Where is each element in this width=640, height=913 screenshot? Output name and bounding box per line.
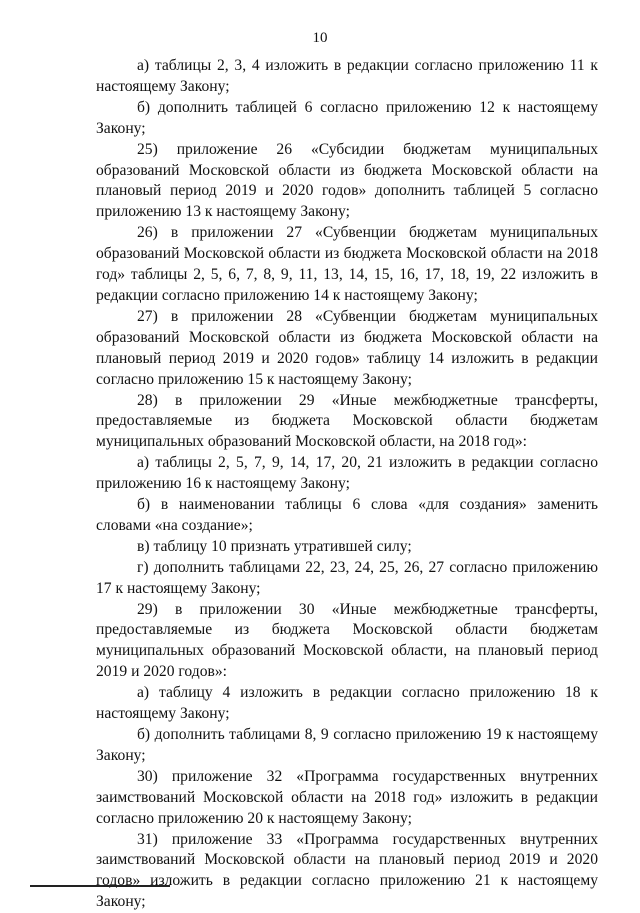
document-body: [96, 56, 598, 913]
paragraph: в) таблицу 10 признать утратившей силу;: [137, 537, 412, 555]
page-number: 10: [312, 30, 328, 46]
paragraph: б) в наименовании таблицы 6 слова «для создания» заменить словами «на создание»;: [96, 496, 598, 534]
paragraph: б) дополнить таблицей 6 согласно приложению 12 к настоящему Закону;: [96, 98, 598, 137]
paragraph: а) таблицу 4 изложить в редакции согласно приложению 18 к настоящему Закону;: [96, 684, 598, 723]
paragraph: 25) приложение 26 «Субсидии бюджетам муниципальных образований Московской области из бюджета Московской области на плановый период 2019 и 2020 годов» дополнить таблицей 5 согласно приложению 13 к настоящему Закону;: [96, 140, 598, 221]
paragraph: 29) в приложении 30 «Иные межбюджетные трансферты, предоставляемые из бюджета Московской области бюджетам муниципальных образований Московской области, на плановый период 2019 и 2020 годов»:: [96, 600, 598, 681]
paragraph: 27) в приложении 28 «Субвенции бюджетам муниципальных образований Московской области из бюджета Московской области на плановый период 2019 и 2020 годов» таблицу 14 изложить в редакции согласно приложению 15 к настоящему Закону;: [96, 307, 598, 388]
paragraph: б) дополнить таблицами 8, 9 согласно приложению 19 к настоящему Закону;: [96, 726, 598, 764]
paragraph: 31) приложение 33 «Программа государственных внутренних заимствований Московской области на плановый период 2019 и 2020 годов» изложить в редакции согласно приложению 21 к настоящему Закону;: [96, 830, 598, 911]
paragraph: 28) в приложении 29 «Иные межбюджетные трансферты, предоставляемые из бюджета Московской области бюджетам муниципальных образований Московской области, на 2018 год»:: [96, 391, 598, 451]
footer-rule: [30, 885, 170, 887]
paragraph: г) дополнить таблицами 22, 23, 24, 25, 26, 27 согласно приложению 17 к настоящему Закону;: [96, 558, 598, 597]
paragraph: а) таблицы 2, 3, 4 изложить в редакции согласно приложению 11 к настоящему Закону;: [96, 57, 598, 95]
paragraph: а) таблицы 2, 5, 7, 9, 14, 17, 20, 21 изложить в редакции согласно приложению 16 к настоящему Закону;: [96, 454, 598, 493]
paragraph: 30) приложение 32 «Программа государственных внутренних заимствований Московской области на 2018 год» изложить в редакции согласно приложению 20 к настоящему Закону;: [96, 767, 598, 827]
paragraph: 26) в приложении 27 «Субвенции бюджетам муниципальных образований Московской области из бюджета Московской области на 2018 год» таблицы 2, 5, 6, 7, 8, 9, 11, 13, 14, 15, 16, 17, 18, 19, 22 изложить в редакции согласно приложению 14 к настоящему Закону;: [96, 224, 598, 304]
